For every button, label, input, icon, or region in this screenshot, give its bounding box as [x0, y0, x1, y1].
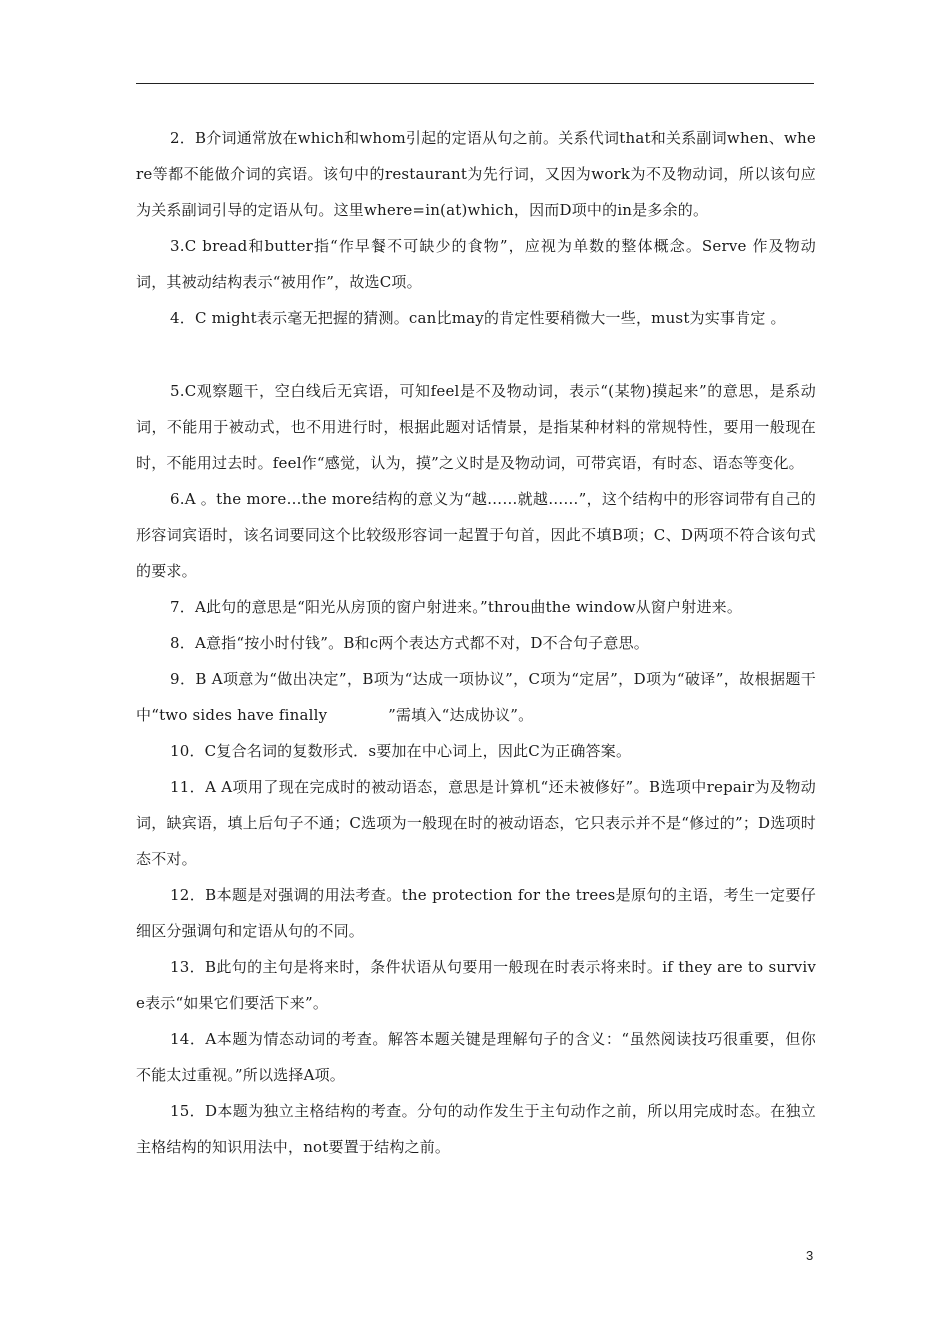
explanation-15: 15．D本题为独立主格结构的考查。分句的动作发生于主句动作之前，所以用完成时态。在独立主格结构的知识用法中，not要置于结构之前。 [136, 1102, 816, 1156]
explanation-5: 5.C观察题干，空白线后无宾语，可知feel是不及物动词，表示“(某物)摸起来”的意思，是系动词，不能用于被动式，也不用进行时，根据此题对话情景，是指某种材料的常规特性，要用一般现在时，不能用过去时。feel作“感觉，认为，摸”之义时是及物动词，可带宾语，有时态、语态等变化。 [136, 382, 816, 472]
explanation-4: 4．C might表示毫无把握的猜测。can比may的肯定性要稍微大一些，must为实事肯定 。 [170, 309, 786, 327]
answer-explanations [136, 120, 816, 1165]
header-rule [136, 83, 814, 84]
explanation-14: 14．A本题为情态动词的考查。解答本题关键是理解句子的含义：“虽然阅读技巧很重要，但你不能太过重视。”所以选择A项。 [136, 1030, 816, 1084]
explanation-12: 12．B本题是对强调的用法考查。the protection for the trees是原句的主语，考生一定要仔细区分强调句和定语从句的不同。 [136, 886, 816, 940]
explanation-7: 7．A此句的意思是“阳光从房顶的窗户射进来。”throu曲the window从窗户射进来。 [170, 598, 743, 616]
explanation-2: 2．B介词通常放在which和whom引起的定语从句之前。关系代词that和关系副词when、where等都不能做介词的宾语。该句中的restaurant为先行词，又因为work为不及物动词，所以该句应为关系副词引导的定语从句。这里where=in(at)which，因而D项中的in是多余的。 [136, 129, 816, 219]
explanation-13: 13．B此句的主句是将来时，条件状语从句要用一般现在时表示将来时。if they are to survive表示“如果它们要活下来”。 [136, 958, 816, 1012]
explanation-3: 3.C bread和butter指“作早餐不可缺少的食物”，应视为单数的整体概念。Serve 作及物动词，其被动结构表示“被用作”，故选C项。 [136, 237, 816, 291]
page-number: 3 [806, 1248, 814, 1263]
explanation-8: 8．A意指“按小时付钱”。B和c两个表达方式都不对，D不合句子意思。 [170, 634, 649, 652]
explanation-9: 9．B A项意为“做出决定”，B项为“达成一项协议”，C项为“定居”，D项为“破译”，故根据题干中“two sides have finally ”需填入“达成协议”。 [136, 670, 816, 724]
explanation-11: 11．A A项用了现在完成时的被动语态，意思是计算机“还未被修好”。B选项中repair为及物动词，缺宾语，填上后句子不通；C选项为一般现在时的被动语态，它只表示并不是“修过的”；D选项时态不对。 [136, 778, 816, 868]
explanation-10: 10．C复合名词的复数形式．s要加在中心词上，因此C为正确答案。 [170, 742, 632, 760]
explanation-6: 6.A 。the more…the more结构的意义为“越……就越……”，这个结构中的形容词带有自己的形容词宾语时，该名词要同这个比较级形容词一起置于句首，因此不填B项；C、D两项不符合该句式的要求。 [136, 490, 816, 580]
